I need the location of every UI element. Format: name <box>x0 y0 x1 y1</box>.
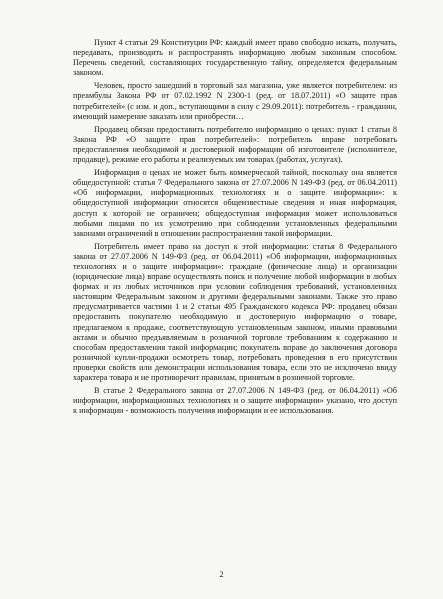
paragraph-constitution: Пункт 4 статьи 29 Конституции РФ: каждый имеет право свободно искать, получать, передавать, производить и распространять информацию любым законным способом. Перечень сведений, составляющих государственную тайну, определяется федеральным законом. <box>73 38 397 78</box>
paragraph-public-information: Информация о ценах не может быть коммерческой тайной, поскольку она является общедоступной: статья 7 Федерального закона от 27.07.2006 N 149-ФЗ (ред. от 06.04.2011) «Об информации, информационных технологиях и о защите информации»: к общедоступной информации относятся общеизвестные сведения и иная информация, доступ к которой не ограничен; общедоступная информация может использоваться любыми лицами по их усмотрению при соблюдении установленных федеральными законами ограничений в отношении распространения такой информации. <box>73 168 397 238</box>
paragraph-consumer-definition: Человек, просто зашедший в торговый зал магазина, уже является потребителем: из преамбулы Закона РФ от 07.02.1992 N 2300-1 (ред. от 18.07.2011) «О защите прав потребителей» (с изм. и доп., вступающими в силу с 29.09.2011): потребитель - гражданин, имеющий намерение заказать или приобрести… <box>73 81 397 121</box>
paragraph-price-information: Продавец обязан предоставить потребителю информацию о ценах: пункт 1 статьи 8 Закона РФ «О защите прав потребителей»: потребитель вправе потребовать предоставления необходимой и достоверной информации об изготовителе (исполнителе, продавце), режиме его работы и реализуемых им товарах (работах, услугах). <box>73 124 397 165</box>
paragraph-access-right: Потребитель имеет право на доступ к этой информации: статья 8 Федерального закона от 27.07.2006 N 149-ФЗ (ред. от 06.04.2011) «Об информации, информационных технологиях и о защите информации»: граждане (физические лица) и организации (юридические лица) вправе осуществлять поиск и получение любой информации в любых формах и из любых источников при условии соблюдения требований, установленных настоящим Федеральным законом и другими федеральными законами. Также это право предусматривается частями 1 и 2 статьи 495 Гражданского кодекса РФ: продавец обязан предоставить покупателю необходимую и достоверную информацию о товаре, предлагаемом к продаже, соответствующую установленным законом, иными правовыми актами и обычно предъявляемым в розничной торговле требованиям к содержанию и способам предоставления такой информации; покупатель вправе до заключения договора розничной купли-продажи осмотреть товар, потребовать проведения в его присутствии проверки свойств или демонстрации использования товара, если это не исключено ввиду характера товара и не противоречит правилам, принятым в розничной торговле. <box>73 241 397 382</box>
paragraph-access-definition: В статье 2 Федерального закона от 27.07.2006 N 149-ФЗ (ред. от 06.04.2011) «Об информации, информационных технологиях и о защите информации» указано, что доступ к информации - возможность получения информации и ее использования. <box>73 386 397 416</box>
page-number: 2 <box>219 569 224 579</box>
document-body <box>73 38 397 419</box>
